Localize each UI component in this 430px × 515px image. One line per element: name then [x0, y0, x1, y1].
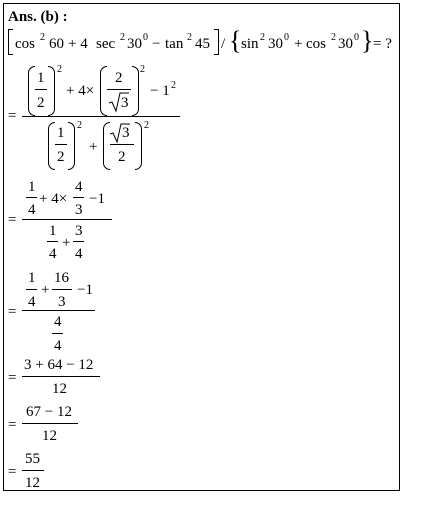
- frac-num: 4: [54, 314, 62, 330]
- frac-den: 3: [58, 294, 66, 310]
- equals-sign: =: [8, 370, 17, 386]
- sqrt-radicand: 3: [121, 95, 129, 111]
- frac-den: 12: [25, 475, 40, 491]
- frac-num: 3 + 64 − 12: [24, 357, 94, 373]
- equals-sign: =: [8, 108, 17, 124]
- q-cos: cos: [306, 36, 326, 52]
- q-cos: cos: [15, 36, 35, 52]
- q-sup: 2: [260, 32, 265, 43]
- exp: 2: [171, 80, 176, 91]
- frac-num: 3: [75, 223, 83, 239]
- frac-den: 4: [28, 202, 36, 218]
- q-sup: 2: [331, 32, 336, 43]
- plus-four-times: + 4×: [66, 83, 95, 99]
- exp: 2: [144, 120, 149, 131]
- frac-num: 16: [54, 270, 69, 286]
- frac-den: 4: [75, 246, 83, 262]
- paren-left: [100, 66, 107, 116]
- minus-one: −1: [77, 282, 93, 298]
- equals-sign: =: [8, 212, 17, 228]
- main-frac-bar: [22, 219, 112, 220]
- paren-right: [48, 66, 55, 116]
- paren-left: [48, 122, 55, 170]
- frac-num: 1: [49, 223, 57, 239]
- frac-bar: [22, 470, 44, 471]
- exp: 2: [140, 64, 145, 75]
- paren-left: [28, 66, 35, 116]
- frac-bar: [73, 197, 84, 198]
- frac-bar: [52, 333, 63, 334]
- frac-den: 4: [54, 338, 62, 354]
- frac-num: 4: [75, 179, 83, 195]
- frac-den: 2: [57, 149, 65, 165]
- q-slash: /: [221, 36, 226, 52]
- equals-sign: =: [8, 417, 17, 433]
- frac-num: 2: [115, 70, 123, 86]
- frac-bar: [35, 89, 47, 90]
- paren-right: [68, 122, 75, 170]
- frac-bar: [47, 241, 58, 242]
- frac-den: 4: [28, 294, 36, 310]
- frac-bar: [110, 144, 134, 145]
- q-deg: 0: [143, 32, 148, 43]
- equals-sign: =: [8, 304, 17, 320]
- frac-den: 12: [42, 428, 57, 444]
- q-plus: +: [294, 36, 303, 52]
- q-equals: = ?: [373, 36, 392, 52]
- q-sin: sin: [241, 36, 259, 52]
- q-30: 30: [268, 36, 283, 52]
- q-deg: 0: [354, 32, 359, 43]
- plus-sign: +: [41, 282, 50, 298]
- exp: 2: [57, 64, 62, 75]
- frac-num: 1: [57, 125, 65, 141]
- frac-bar: [22, 423, 78, 424]
- frac-bar: [73, 241, 84, 242]
- plus-sign: +: [62, 235, 71, 251]
- q-30: 30: [338, 36, 353, 52]
- left-brace: {: [229, 26, 242, 55]
- frac-den: 2: [37, 95, 45, 111]
- frac-num: 1: [37, 70, 45, 86]
- frac-bar: [52, 289, 72, 290]
- main-frac-bar: [22, 116, 180, 117]
- q-45: 45: [195, 36, 210, 52]
- frac-den: 12: [52, 381, 67, 397]
- paren-right: [135, 122, 142, 170]
- left-bracket: [8, 29, 13, 55]
- minus-one: − 1: [150, 83, 170, 99]
- main-frac-bar: [22, 310, 95, 311]
- frac-bar: [26, 289, 37, 290]
- equals-sign: =: [8, 464, 17, 480]
- frac-bar: [22, 376, 100, 377]
- frac-den: 2: [118, 149, 126, 165]
- q-tan: tan: [165, 36, 184, 52]
- q-sup: 2: [187, 32, 192, 43]
- q-minus: −: [152, 36, 161, 52]
- frac-num: 55: [25, 451, 40, 467]
- plus-sign: +: [89, 139, 98, 155]
- plus-four-times: + 4×: [39, 191, 68, 207]
- frac-den: 4: [49, 246, 57, 262]
- frac-bar: [55, 144, 67, 145]
- exp: 2: [77, 120, 82, 131]
- minus-one: −1: [89, 191, 105, 207]
- frac-num: 1: [28, 179, 36, 195]
- q-sup: 2: [40, 32, 45, 43]
- right-bracket: [214, 29, 219, 55]
- frac-bar: [107, 89, 131, 90]
- q-60: 60: [49, 36, 64, 52]
- right-brace: }: [361, 26, 374, 55]
- answer-label: Ans. (b) :: [8, 9, 68, 25]
- sqrt-radicand: 3: [122, 125, 130, 141]
- frac-bar: [26, 197, 37, 198]
- q-sup: 2: [120, 32, 125, 43]
- paren-right: [132, 66, 139, 116]
- q-deg: 0: [284, 32, 289, 43]
- q-sec: sec: [96, 36, 116, 52]
- frac-num: 67 − 12: [26, 404, 72, 420]
- frac-num: 1: [28, 270, 36, 286]
- q-plus-four: + 4: [68, 36, 88, 52]
- frac-den: 3: [75, 202, 83, 218]
- q-30: 30: [127, 36, 142, 52]
